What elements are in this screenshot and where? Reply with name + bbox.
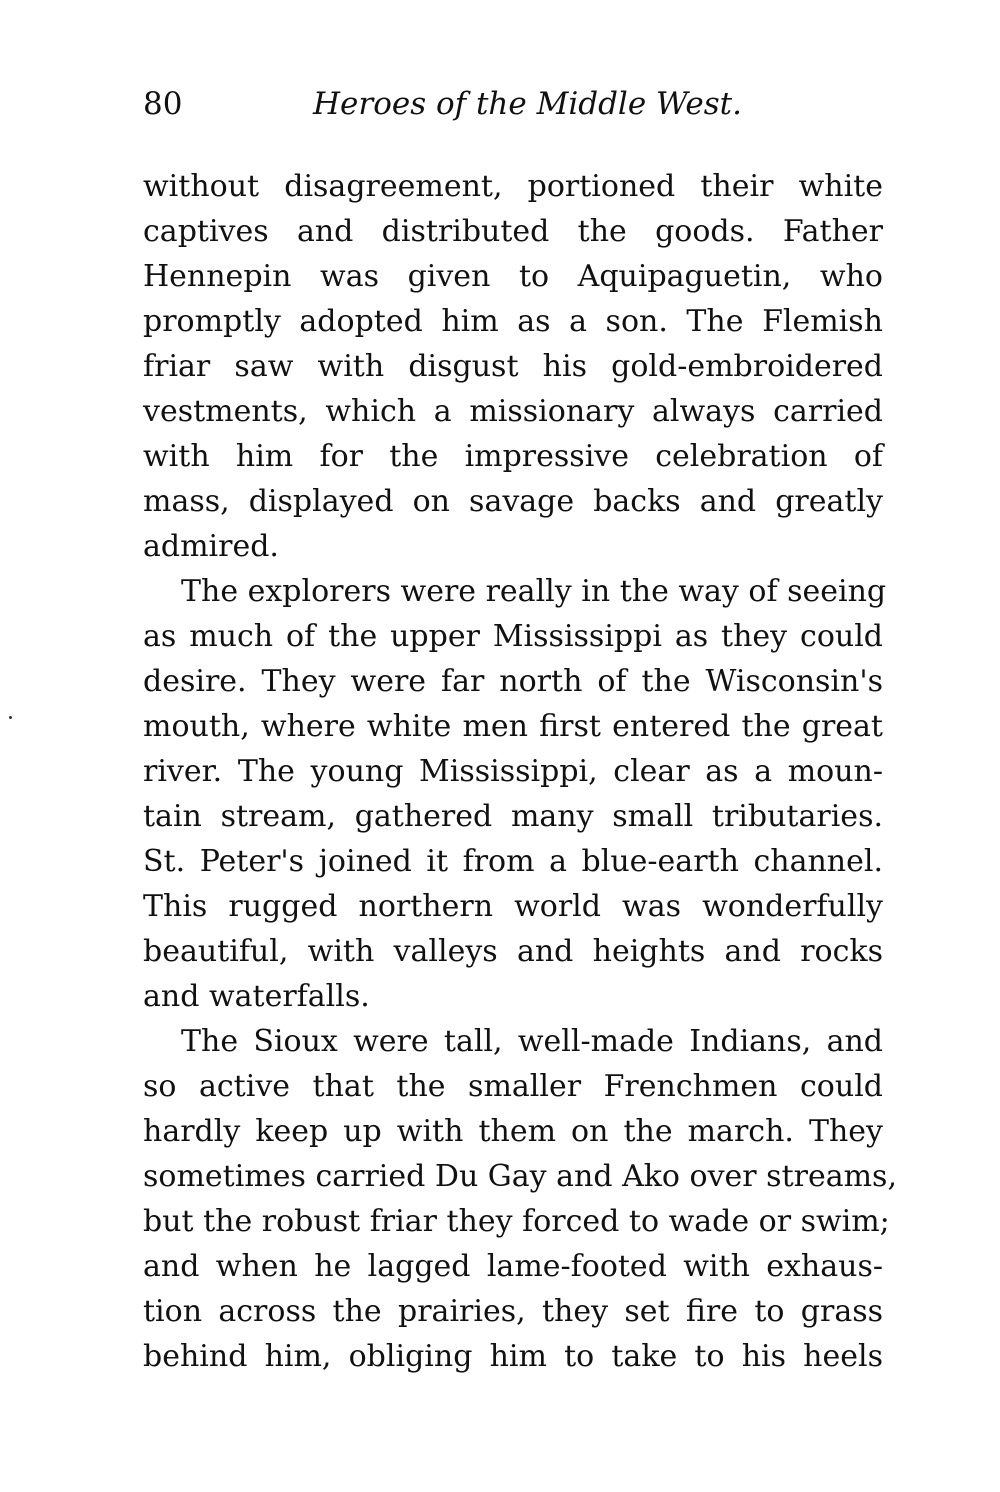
- text-line: The Sioux were tall, well-made Indians, and: [181, 1024, 883, 1059]
- text-line: as much of the upper Mississippi as they could: [143, 619, 883, 654]
- text-line: river. The young Mississippi, clear as a moun-: [143, 754, 883, 789]
- text-line: captives and distributed the goods. Father: [143, 214, 883, 249]
- text-line: with him for the impressive celebration of: [143, 439, 883, 474]
- text-line: Hennepin was given to Aquipaguetin, who: [143, 259, 883, 294]
- text-line: friar saw with disgust his gold-embroidered: [143, 349, 883, 384]
- text-line: admired.: [143, 529, 279, 564]
- text-line: without disagreement, portioned their white: [143, 169, 883, 204]
- text-line: This rugged northern world was wonderfully: [143, 889, 883, 924]
- paragraph: [143, 569, 887, 1019]
- body-text: [143, 164, 897, 1379]
- text-line: and waterfalls.: [143, 979, 370, 1014]
- text-line: behind him, obliging him to take to his heels: [143, 1339, 883, 1374]
- text-line: but the robust friar they forced to wade or swim;: [143, 1204, 890, 1239]
- page-number: 80: [143, 86, 183, 122]
- text-line: The explorers were really in the way of seeing: [181, 574, 887, 609]
- book-title: Heroes of the Middle West.: [313, 86, 742, 122]
- text-line: promptly adopted him as a son. The Flemish: [143, 304, 883, 339]
- text-line: vestments, which a missionary always carried: [143, 394, 883, 429]
- running-head: [143, 84, 883, 124]
- paragraph: [143, 164, 883, 569]
- text-line: mass, displayed on savage backs and greatly: [143, 484, 883, 519]
- paragraph: [143, 1019, 897, 1379]
- text-line: hardly keep up with them on the march. They: [143, 1114, 883, 1149]
- text-line: tain stream, gathered many small tributaries.: [143, 799, 883, 834]
- text-line: St. Peter's joined it from a blue-earth channel.: [143, 844, 883, 879]
- text-line: sometimes carried Du Gay and Ako over streams,: [143, 1159, 897, 1194]
- text-line: desire. They were far north of the Wisconsin's: [143, 664, 883, 699]
- text-line: mouth, where white men first entered the great: [143, 709, 883, 744]
- text-line: and when he lagged lame-footed with exhaus-: [143, 1249, 883, 1284]
- text-line: so active that the smaller Frenchmen could: [143, 1069, 883, 1104]
- text-line: tion across the prairies, they set fire to grass: [143, 1294, 883, 1329]
- scan-speck: [9, 716, 12, 719]
- text-line: beautiful, with valleys and heights and rocks: [143, 934, 883, 969]
